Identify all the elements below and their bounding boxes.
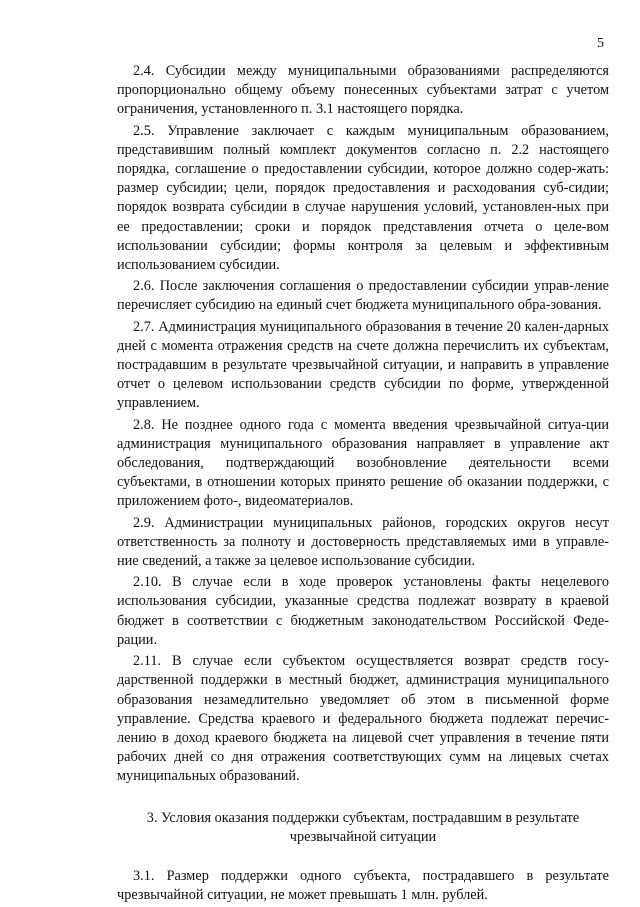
paragraph-2-5: 2.5. Управление заключает с каждым муниципальным образованием, представившим полный комплект документов согласно п. 2.2 настоящего порядка, соглашение о предоставлении субсидии, которое должно содер-жать: размер субсидии; цели, порядок предоставления и расходования суб-сидии; порядок возврата субсидии в случае нарушения условий, установлен-ных при ее предоставлении; сроки и порядок представления отчета о целе-вом использовании субсидии; формы контроля за целевым и эффективным использованием субсидии. xyxy=(117,122,609,274)
section-heading-line-2: чрезвычайной ситуации xyxy=(289,828,437,845)
section-heading-line-1: 3. Условия оказания поддержки субъектам, пострадавшим в результате xyxy=(146,809,580,826)
paragraph-3-1: 3.1. Размер поддержки одного субъекта, пострадавшего в результате чрезвычайной ситуации, не может превышать 1 млн. рублей. xyxy=(117,867,609,904)
paragraph-2-6: 2.6. После заключения соглашения о предоставлении субсидии управ-ление перечисляет субсидию на единый счет бюджета муниципального обра-зования. xyxy=(117,278,609,314)
document-body xyxy=(117,62,609,907)
paragraph-2-10: 2.10. В случае если в ходе проверок установлены факты нецелевого использования субсидии, указанные средства подлежат возврату в краевой бюджет в соответствии с бюджетным законодательством Российской Феде-рации. xyxy=(117,574,609,648)
paragraph-2-7: 2.7. Администрация муниципального образования в течение 20 кален-дарных дней с момента отражения средств на счете должна перечислить их субъектам, пострадавшим в результате чрезвычайной ситуации, и направить в управление отчет о целевом использовании средств субсидии по форме, утвержденной управлением. xyxy=(117,318,609,412)
paragraph-2-9: 2.9. Администрации муниципальных районов, городских округов несут ответственность за полноту и достоверность представляемых ими в управле-ние сведений, а также за целевое использование субсидии. xyxy=(117,514,609,570)
section-heading xyxy=(117,809,609,847)
paragraph-2-4: 2.4. Субсидии между муниципальными образованиями распределяются пропорционально общему объему понесенных субъектами затрат с учетом ограничения, установленного п. 3.1 настоящего порядка. xyxy=(117,63,609,118)
paragraph-2-11: 2.11. В случае если субъектом осуществляется возврат средств госу-дарственной поддержки в местный бюджет, администрация муниципального образования незамедлительно уведомляет об этом в письменной форме управление. Средства краевого и федерального бюджета подлежат перечис-лению в доход краевого бюджета на лицевой счет управления в течение пяти рабочих дней со дня отражения соответствующих сумм на лицевых счетах муниципальных образований. xyxy=(117,653,609,785)
paragraph-2-8: 2.8. Не позднее одного года с момента введения чрезвычайной ситуа-ции администрация муниципального образования направляет в управление акт обследования, подтверждающий возобновление деятельности всеми субъектами, в отношении которых принято решение об оказании поддержки, с приложением фото-, видеоматериалов. xyxy=(117,416,609,510)
page-number: 5 xyxy=(597,36,604,51)
